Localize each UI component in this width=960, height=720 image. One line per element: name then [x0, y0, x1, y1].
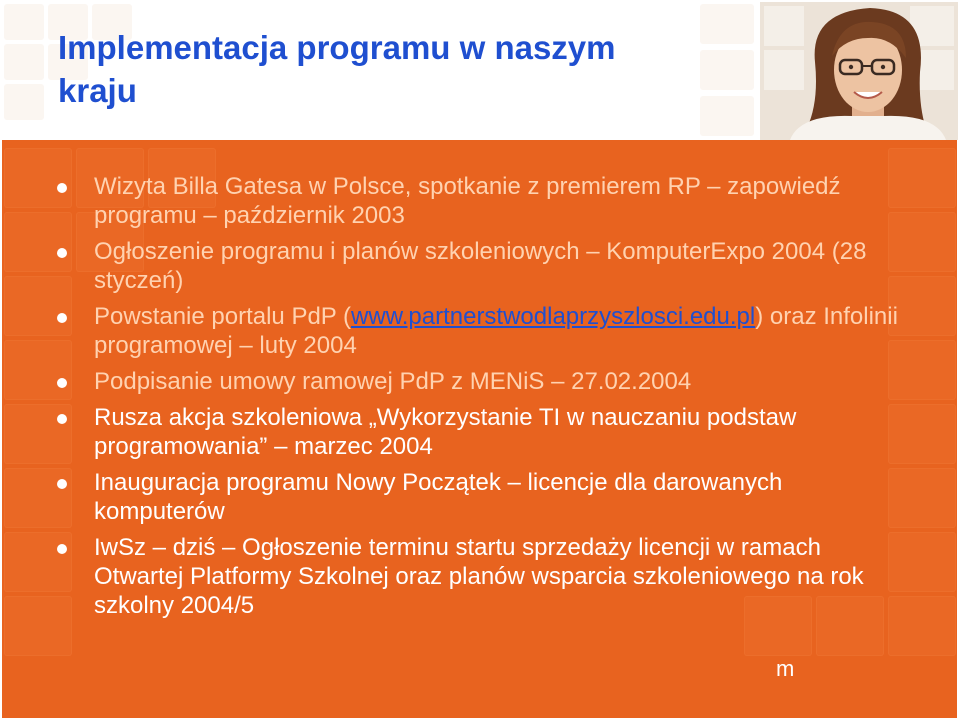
bullet-dot-icon: [57, 544, 67, 554]
bullet-text: ) oraz Infolinii programowej – luty 2004: [94, 303, 898, 359]
bullet-item: [56, 367, 916, 396]
bullet-dot-icon: [57, 479, 67, 489]
bullet-item: [56, 403, 916, 461]
bullet-item: [56, 533, 916, 620]
bullet-text: Inauguracja programu Nowy Początek – licencje dla darowanych komputerów: [94, 469, 783, 525]
bullet-dot-icon: [57, 414, 67, 424]
bullet-text: Wizyta Billa Gatesa w Polsce, spotkanie z premierem RP – zapowiedź programu – październik 2003: [94, 173, 841, 229]
bullet-text: IwSz – dziś – Ogłoszenie terminu startu sprzedaży licencji w ramach Otwartej Platformy Szkolnej oraz planów wsparcia szkoleniowego na rok szkolny 2004/5: [94, 534, 864, 619]
bullet-text: Ogłoszenie programu i planów szkoleniowych – KomputerExpo 2004 (28 styczeń): [94, 238, 867, 294]
bullet-item: [56, 237, 916, 295]
bullet-text: Powstanie portalu PdP (: [94, 303, 352, 330]
bullet-item: [56, 468, 916, 526]
bullet-dot-icon: [57, 183, 67, 193]
bullet-dot-icon: [57, 378, 67, 388]
bullet-list: [56, 172, 916, 627]
bullet-text: Podpisanie umowy ramowej PdP z MENiS – 27.02.2004: [94, 368, 692, 395]
slide-title: Implementacja programu w naszym kraju: [58, 29, 616, 109]
bullet-text: Rusza akcja szkoleniowa „Wykorzystanie TI w nauczaniu podstaw programowania” – marzec 2004: [94, 404, 797, 460]
woman-with-glasses-photo: [760, 2, 958, 140]
footer-mark: m: [776, 656, 795, 681]
bullet-item: [56, 302, 916, 360]
bullet-dot-icon: [57, 313, 67, 323]
portal-link[interactable]: www.partnerstwodlaprzyszlosci.edu.pl: [351, 303, 756, 330]
bullet-item: [56, 172, 916, 230]
bullet-dot-icon: [57, 248, 67, 258]
